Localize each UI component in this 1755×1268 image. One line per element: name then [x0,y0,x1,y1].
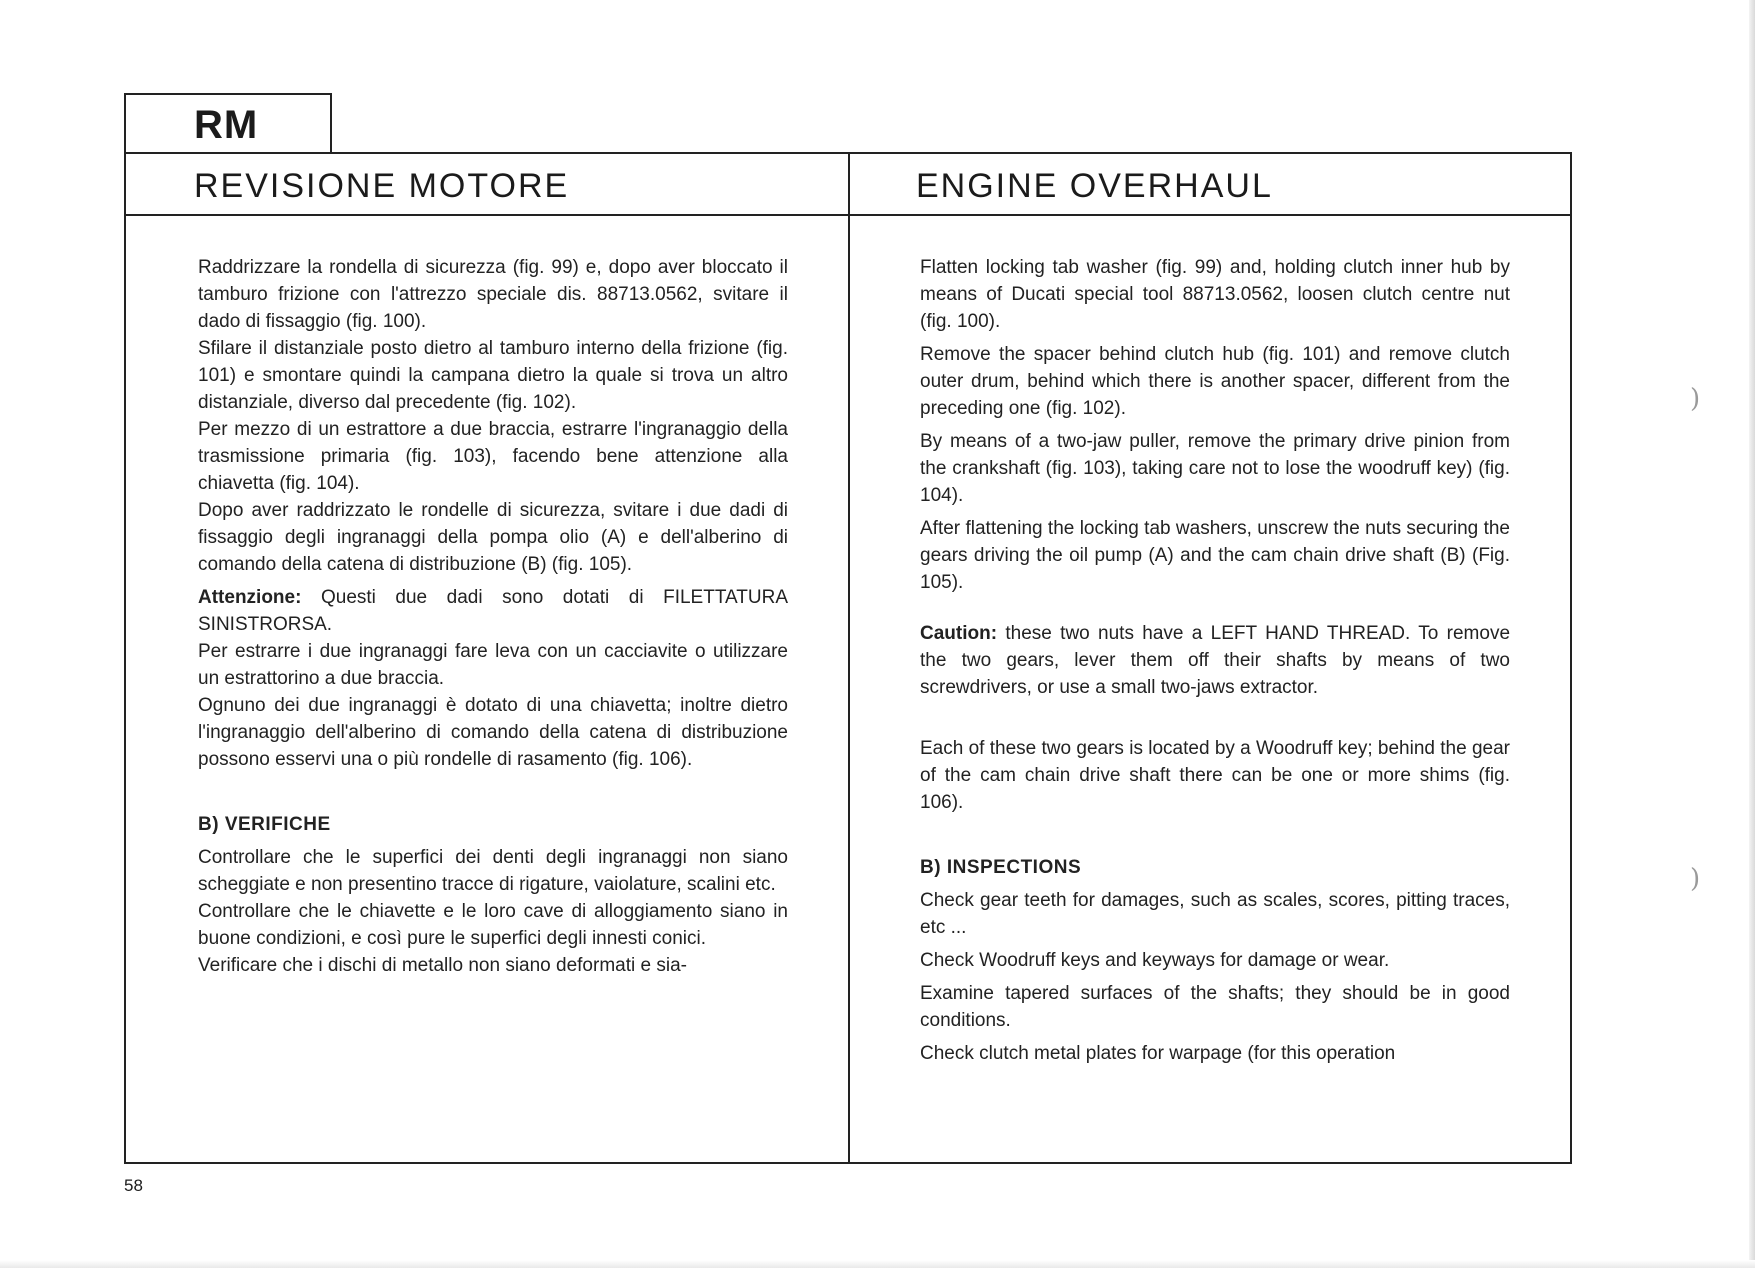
paragraph: Check gear teeth for damages, such as scales, scores, pitting traces, etc ... [920,890,1510,938]
paragraph: Ognuno dei due ingranaggi è dotato di una chiavetta; inoltre dietro l'ingranaggio dell'alberino di comando della catena di distribuzione possono esservi una o più rondelle di rasamento (fig. 106). [198,695,788,770]
caution-paragraph [920,620,1510,701]
paragraph: Check clutch metal plates for warpage (for this operation [920,1043,1396,1064]
caution-paragraph [198,584,788,638]
paragraph: Verificare che i dischi di metallo non siano deformati e sia- [198,955,687,976]
caution-text: these two nuts have a LEFT HAND THREAD. To remove the two gears, lever them off their shafts by means of two screwdrivers, or use a small two-jaws extractor. [920,623,1511,698]
column-divider [848,154,850,1162]
italian-column [198,254,788,979]
page-bottom-shadow [0,1260,1755,1268]
paragraph: Examine tapered surfaces of the shafts; they should be in good conditions. [920,983,1510,1031]
paragraph: Flatten locking tab washer (fig. 99) and, holding clutch inner hub by means of Ducati special tool 88713.0562, loosen clutch centre nut (fig. 100). [920,257,1510,332]
paragraph: Check Woodruff keys and keyways for damage or wear. [920,950,1390,971]
paragraph: After flattening the locking tab washers, unscrew the nuts securing the gears driving the oil pump (A) and the cam chain drive shaft (B) (Fig. 105). [920,518,1510,593]
paragraph: Per estrarre i due ingranaggi fare leva con un cacciavite o utilizzare un estrattorino a due braccia. [198,641,788,689]
caution-label: Caution: [920,623,998,644]
paragraph: By means of a two-jaw puller, remove the primary drive pinion from the crankshaft (fig. 103), taking care not to lose the woodruff key) (fig. 104). [920,431,1510,506]
paragraph: Controllare che le superfici dei denti degli ingranaggi non siano scheggiate e non presentino tracce di rigature, vaiolature, scalini etc. [198,847,788,895]
paragraph: Controllare che le chiavette e le loro cave di alloggiamento siano in buone condizioni, e così pure le superfici degli innesti conici. [198,901,788,949]
subheading: B) INSPECTIONS [920,857,1082,878]
paragraph: Sfilare il distanziale posto dietro al tamburo interno della frizione (fig. 101) e smontare quindi la campana dietro la quale si trova un altro distanziale, diverso dal precedente (fig. 102). [198,338,788,413]
english-column [920,254,1510,1067]
section-code: RM [194,103,259,147]
paragraph: Each of these two gears is located by a Woodruff key; behind the gear of the cam chain drive shaft there can be one or more shims (fig. 106). [920,738,1510,813]
binding-hole-mark: ) [1690,384,1701,414]
binding-hole-mark: ) [1690,864,1701,894]
paragraph: Raddrizzare la rondella di sicurezza (fig. 99) e, dopo aver bloccato il tamburo frizione con l'attrezzo speciale dis. 88713.0562, svitare il dado di fissaggio (fig. 100). [198,257,788,332]
page-title-english: ENGINE OVERHAUL [916,167,1273,205]
section-tab [124,93,332,153]
content-frame [124,152,1572,1164]
caution-text: Questi due dadi sono dotati di FILETTATURA SINISTRORSA. [198,587,789,635]
subheading: B) VERIFICHE [198,814,331,835]
caution-label: Attenzione: [198,587,302,608]
page-number: 58 [124,1176,143,1195]
paragraph: Remove the spacer behind clutch hub (fig. 101) and remove clutch outer drum, behind which there is another spacer, different from the preceding one (fig. 102). [920,344,1510,419]
page-edge-shadow [1749,0,1755,1268]
page-title-italian: REVISIONE MOTORE [194,167,570,205]
paragraph: Per mezzo di un estrattore a due braccia, estrarre l'ingranaggio della trasmissione primaria (fig. 103), facendo bene attenzione alla chiavetta (fig. 104). [198,419,788,494]
paragraph: Dopo aver raddrizzato le rondelle di sicurezza, svitare i due dadi di fissaggio degli ingranaggi della pompa olio (A) e dell'alberino di comando della catena di distribuzione (B) (fig. 105). [198,500,788,575]
